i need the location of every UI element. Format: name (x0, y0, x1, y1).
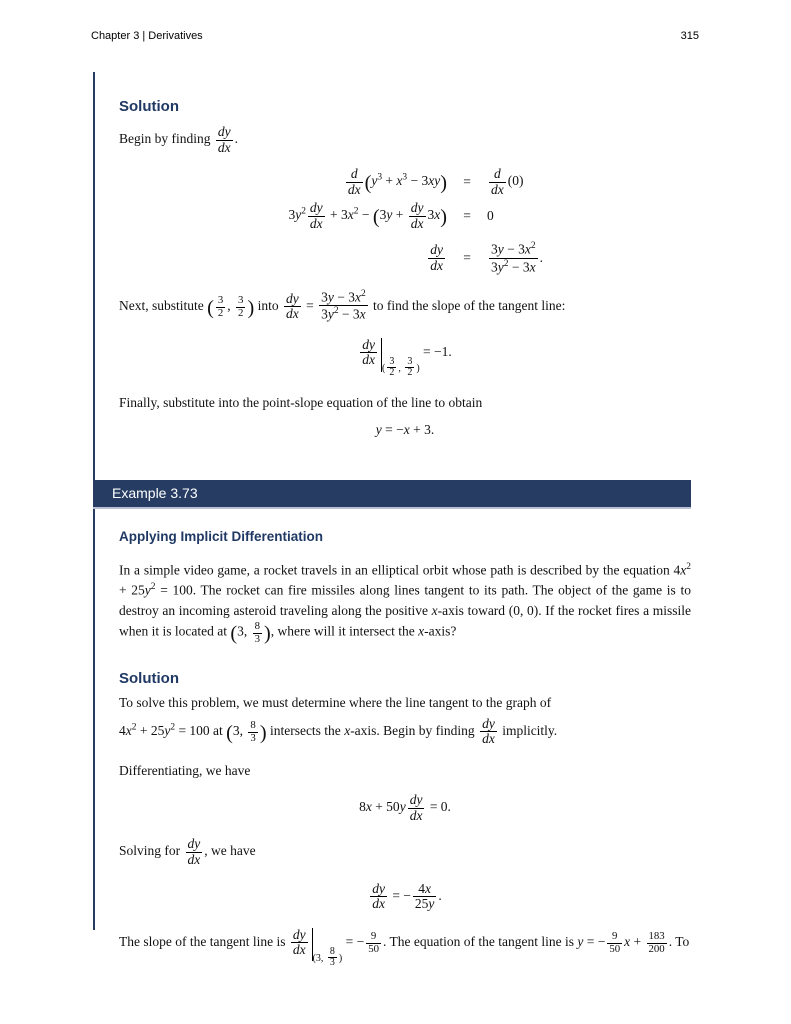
solution2-intro-line1: To solve this problem, we must determine where the line tangent to the graph of (119, 694, 552, 710)
solving-label: Solving for $\frac{dy}{dx}$ , we have (119, 836, 256, 867)
solution-heading-2: Solution (119, 669, 179, 687)
display-equation-solved: $\frac{dy}{dx}$ = − $\frac{4x}{25y}$ . (372, 880, 442, 912)
equation-rhs: $\frac{3y - 3x^2}{3y^2 - 3x}$ . (491, 241, 543, 275)
equation-row-2 (119, 201, 691, 231)
equals-sign: = (463, 208, 471, 224)
display-equation-tangent-line: y = −x + 3. (375, 421, 435, 437)
next-substitute-text: Next, substitute ( $\frac{3}{2}$ , $\frac{3}{2}$ ) into $\frac{dy}{dx}$ = $\frac{3y - 3x^2}{3y^2 - 3x}$ to find the slope of the tangent line: (119, 288, 566, 322)
equals-sign: = (463, 250, 471, 266)
equation-row-3 (119, 241, 691, 274)
page-header (91, 30, 699, 42)
equation-rhs: $\frac{d}{dx}$ (0) (491, 166, 524, 197)
display-equation-derivation (119, 167, 691, 274)
finally-text: Finally, substitute into the point-slope equation of the line to obtain (119, 395, 483, 411)
chapter-header: Chapter 3 | Derivatives (91, 30, 203, 42)
display-equation-differentiated: 8x + 50y $\frac{dy}{dx}$ = 0. (359, 792, 451, 823)
equals-sign: = (463, 174, 471, 190)
equation-lhs: $\frac{dy}{dx}$ (430, 241, 443, 273)
example-banner (93, 480, 691, 509)
differentiating-label: Differentiating, we have (119, 762, 251, 778)
solution2-intro-line2: $4x^2 + 25y^2 = 100$ at (3, $\frac{8}{3}$ ) intersects the x-axis. Begin by finding $\frac{dy}{dx}$ implicitly. (119, 715, 558, 747)
equation-lhs: $\frac{d}{dx}$ $(y^3 + x^3 - 3xy)$ (347, 166, 447, 197)
example-problem-text: In a simple video game, a rocket travels in an elliptical orbit whose path is described by the equation $4x^2 + 25y^2 = 100$. The rocket can fire missiles along lines tangent to its path. The object of the game is to destroy an incoming asteroid traveling along the positive x-axis toward (0, 0). If the rocket fires a missile when it is located at (3, $\frac{8}{3}$ ), where will it intersect the x-axis? (119, 561, 691, 645)
display-equation-evaluation: $\frac{dy}{dx}$ ( $\frac{3}{2}$ , $\frac{3}{2}$ ) = −1. (362, 336, 452, 379)
equation-row-1 (119, 167, 691, 197)
equation-rhs: 0 (487, 208, 494, 224)
equation-lhs: $3y^2$ $\frac{dy}{dx}$ + $3x^2 - (3y$ + $\frac{dy}{dx}$ 3x) (288, 200, 447, 231)
solution-heading-1: Solution (119, 98, 179, 115)
page-number: 315 (680, 30, 699, 42)
slope-conclusion-text: The slope of the tangent line is $\frac{dy}{dx}$ (3, $\frac{8}{3}$ ) = − $\frac{9}{50}$ . The equation of the tangent line is y = − $\frac{9}{50}$ x + $\frac{183}{200}$ . To (119, 926, 690, 969)
content-column (93, 72, 697, 969)
example-title: Applying Implicit Differentiation (119, 528, 324, 544)
solution1-intro-text: Begin by finding $\frac{dy}{dx}$ . (119, 124, 238, 155)
example-banner-label: Example 3.73 (112, 484, 198, 501)
